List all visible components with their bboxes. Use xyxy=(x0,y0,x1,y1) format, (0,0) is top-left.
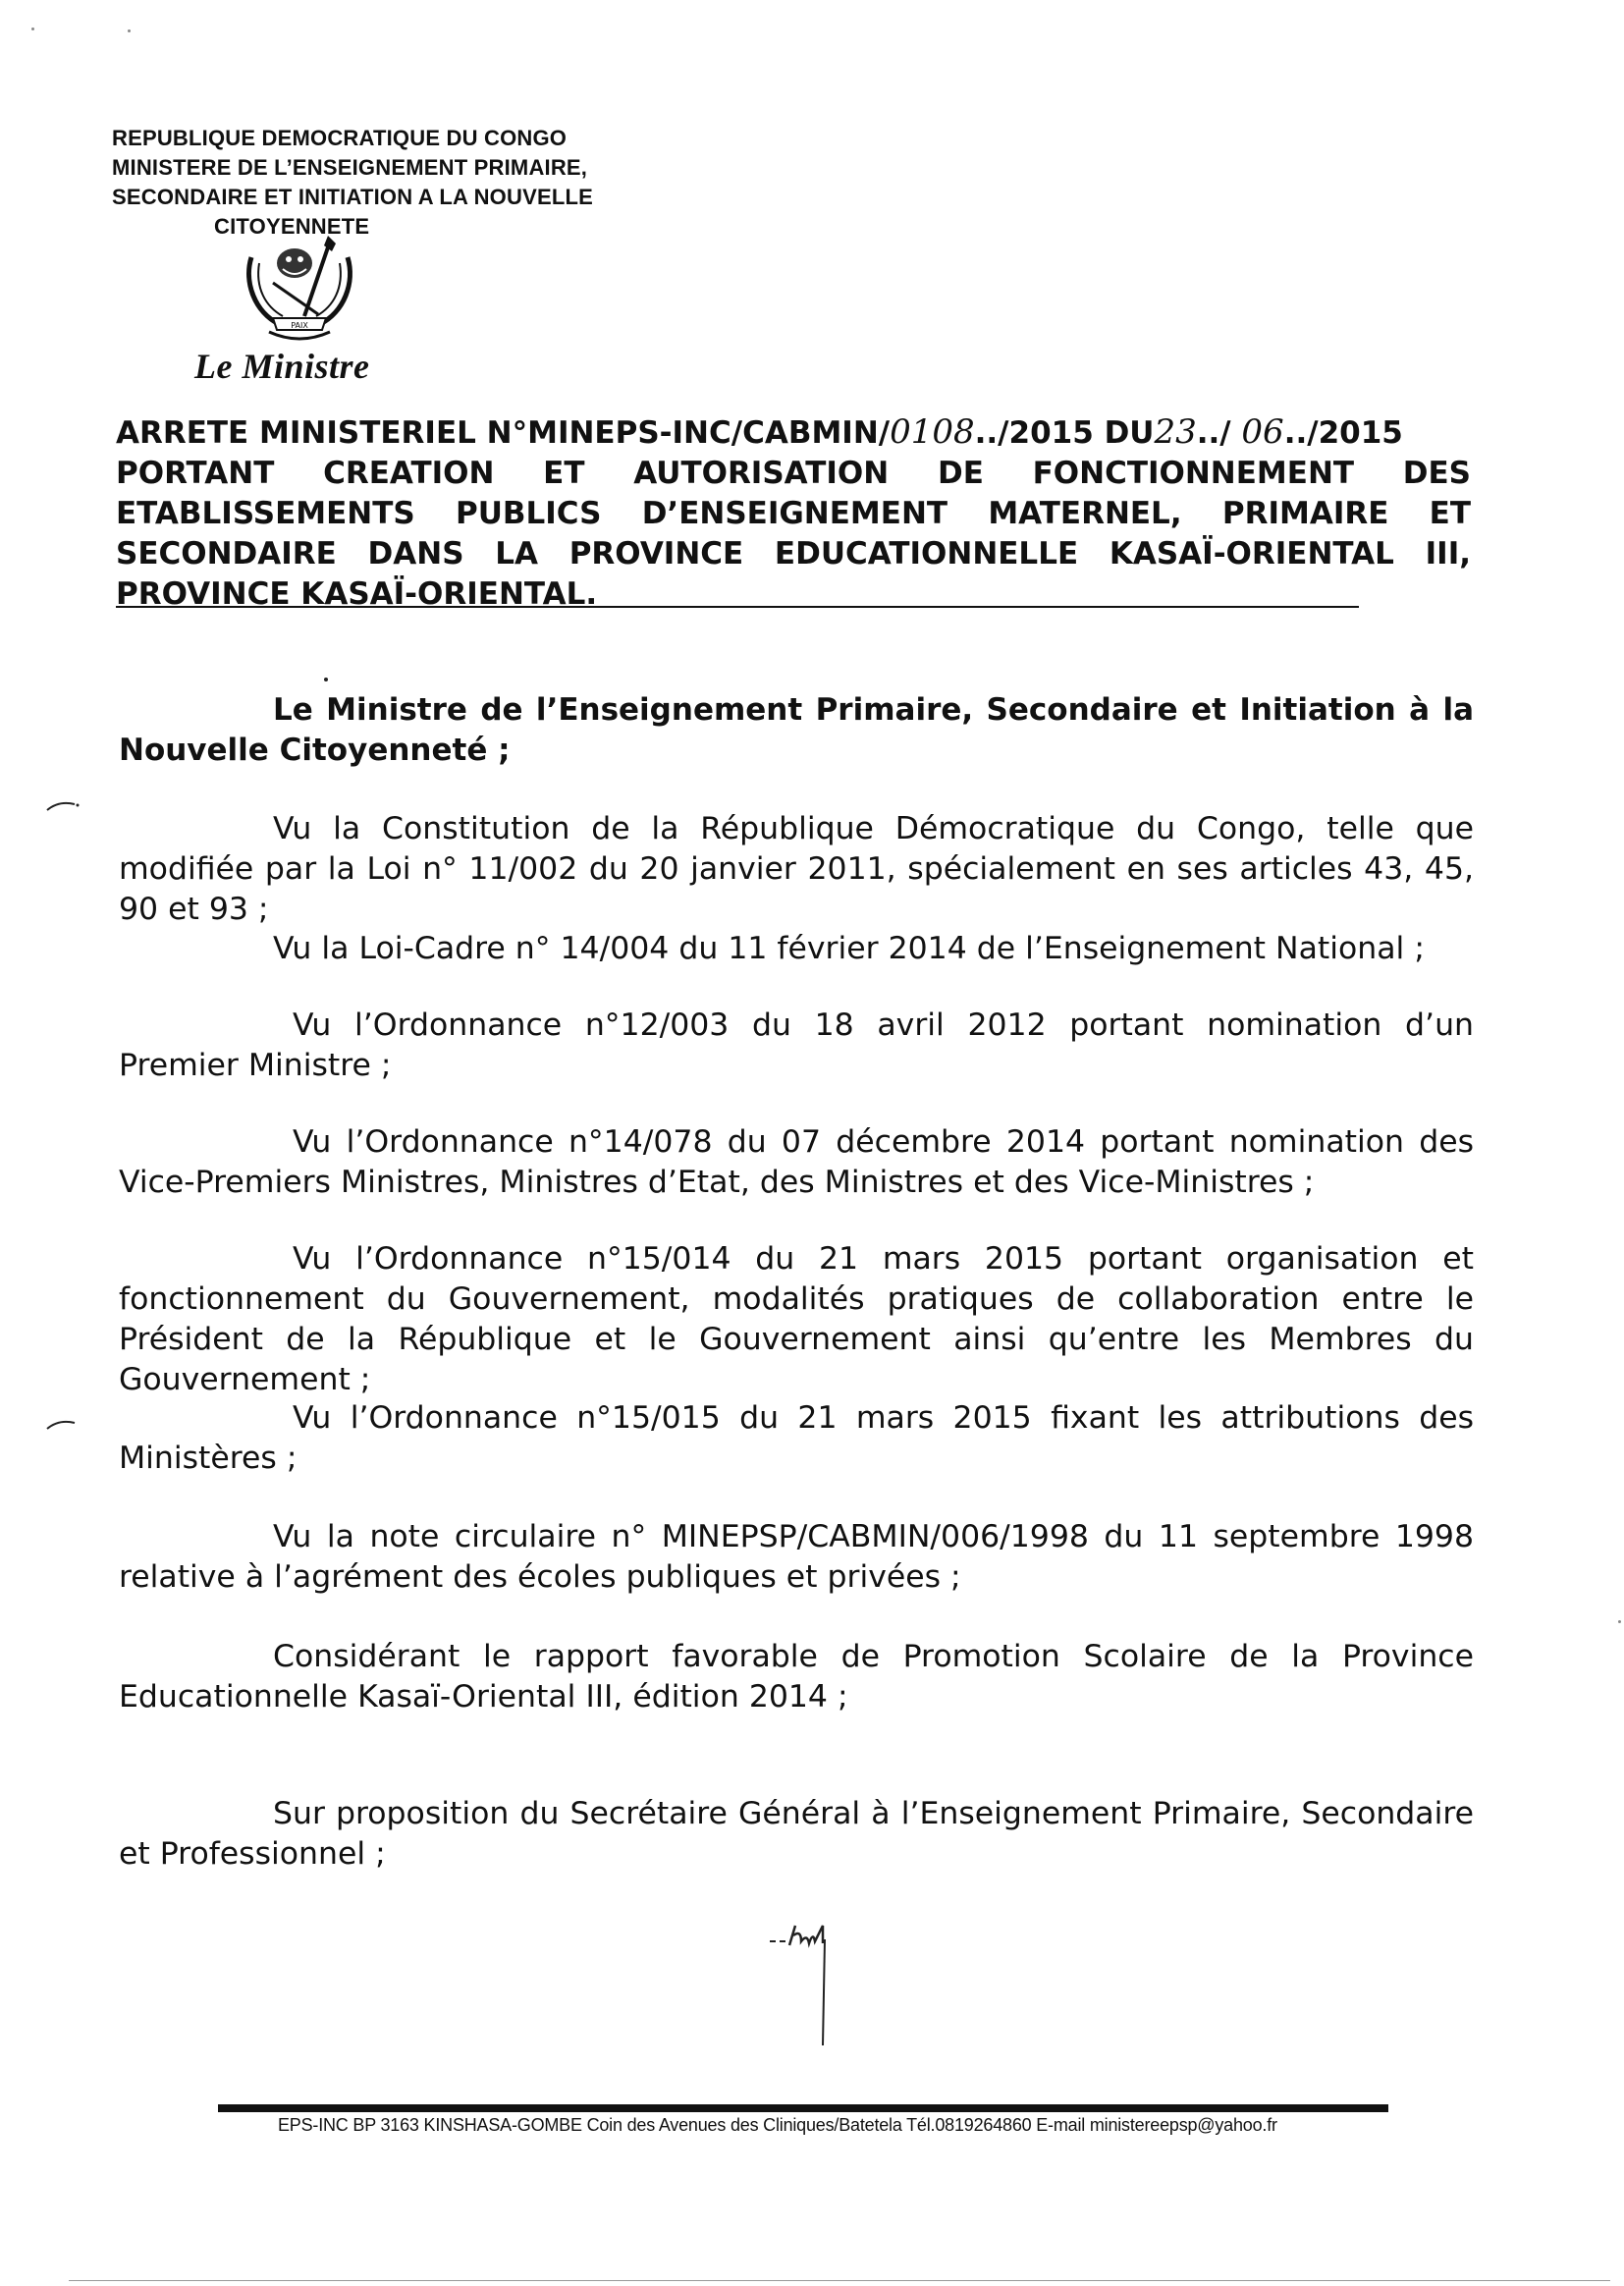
ink-dot xyxy=(324,678,328,681)
svg-text:PAIX: PAIX xyxy=(291,321,308,330)
letterhead-line: REPUBLIQUE DEMOCRATIQUE DU CONGO xyxy=(112,126,568,150)
paragraph-vu-loi-cadre: Vu la Loi-Cadre n° 14/004 du 11 février 2014 de l’Enseignement National ; xyxy=(273,931,1425,966)
decree-month-handwritten: 06 xyxy=(1241,412,1284,452)
title-underline xyxy=(116,606,1359,608)
scan-speck xyxy=(31,27,34,30)
paragraph-vu-ordonnance-14-078: Vu l’Ordonnance n°14/078 du 07 décembre 2014 portant nomination des Vice-Premiers Ministres, Ministres d’Etat, des Ministres et des Vice-Ministres ; xyxy=(119,1124,1474,1200)
paragraph-sur-proposition: Sur proposition du Secrétaire Général à l’Enseignement Primaire, Secondaire et Professionnel ; xyxy=(119,1796,1474,1872)
minister-preamble: Le Ministre de l’Enseignement Primaire, Secondaire et Initiation à la Nouvelle Citoyenneté ; xyxy=(119,692,1474,768)
decree-title xyxy=(116,412,1471,615)
coat-of-arms-icon xyxy=(234,234,365,348)
decree-title-line: ETABLISSEMENTS PUBLICS D’ENSEIGNEMENT MATERNEL, PRIMAIRE ET xyxy=(116,496,1471,531)
initials-signature-icon xyxy=(766,1920,874,2047)
scan-edge-line xyxy=(69,2280,1610,2281)
paragraph-vu-constitution: Vu la Constitution de la République Démocratique du Congo, telle que modifiée par la Loi n° 11/002 du 20 janvier 2011, spécialement en ses articles 43, 45, 90 et 93 ; xyxy=(119,811,1474,927)
decree-title-line: SECONDAIRE DANS LA PROVINCE EDUCATIONNELLE KASAÏ-ORIENTAL III, xyxy=(116,536,1471,572)
paragraph-vu-ordonnance-15-014: Vu l’Ordonnance n°15/014 du 21 mars 2015 portant organisation et fonctionnement du Gouvernement, modalités pratiques de collaboration entre le Président de la République et le Gouvernement ainsi qu’entre les Membres du Gouvernement ; xyxy=(119,1241,1474,1397)
decree-suffix: ../2015 xyxy=(1283,415,1403,451)
margin-mark-icon xyxy=(45,798,81,812)
decree-title-line: PROVINCE KASAÏ-ORIENTAL. xyxy=(116,576,598,612)
margin-mark-icon xyxy=(45,1417,81,1431)
letterhead-line: SECONDAIRE ET INITIATION A LA NOUVELLE xyxy=(112,185,593,209)
decree-number-handwritten: 0108 xyxy=(890,412,975,452)
paragraph-vu-ordonnance-12-003: Vu l’Ordonnance n°12/003 du 18 avril 2012 portant nomination d’un Premier Ministre ; xyxy=(119,1007,1474,1083)
footer-rule xyxy=(218,2104,1388,2112)
letterhead-line: CITOYENNETE xyxy=(214,214,370,239)
decree-mid: ../2015 DU xyxy=(974,415,1155,451)
minister-title-script: Le Ministre xyxy=(194,347,370,386)
decree-day-handwritten: 23 xyxy=(1154,412,1197,452)
paragraph-vu-note-circulaire: Vu la note circulaire n° MINEPSP/CABMIN/006/1998 du 11 septembre 1998 relative à l’agrément des écoles publiques et privées ; xyxy=(119,1519,1474,1595)
decree-title-line: PORTANT CREATION ET AUTORISATION DE FONCTIONNEMENT DES xyxy=(116,456,1471,491)
decree-mid: ../ xyxy=(1196,415,1242,451)
letterhead xyxy=(112,124,701,242)
footer-address: EPS-INC BP 3163 KINSHASA-GOMBE Coin des Avenues des Cliniques/Batetela Tél.0819264860 E-mail ministereepsp@yahoo.fr xyxy=(278,2115,1277,2135)
scan-speck xyxy=(128,29,131,32)
letterhead-line: MINISTERE DE L’ENSEIGNEMENT PRIMAIRE, xyxy=(112,155,588,180)
paragraph-vu-ordonnance-15-015: Vu l’Ordonnance n°15/015 du 21 mars 2015 fixant les attributions des Ministères ; xyxy=(119,1400,1474,1476)
paragraph-considerant: Considérant le rapport favorable de Promotion Scolaire de la Province Educationnelle Kasaï-Oriental III, édition 2014 ; xyxy=(119,1639,1474,1714)
scan-speck xyxy=(1618,1620,1621,1623)
decree-number-line xyxy=(116,412,1471,454)
decree-prefix: ARRETE MINISTERIEL N°MINEPS-INC/CABMIN/ xyxy=(116,415,891,451)
